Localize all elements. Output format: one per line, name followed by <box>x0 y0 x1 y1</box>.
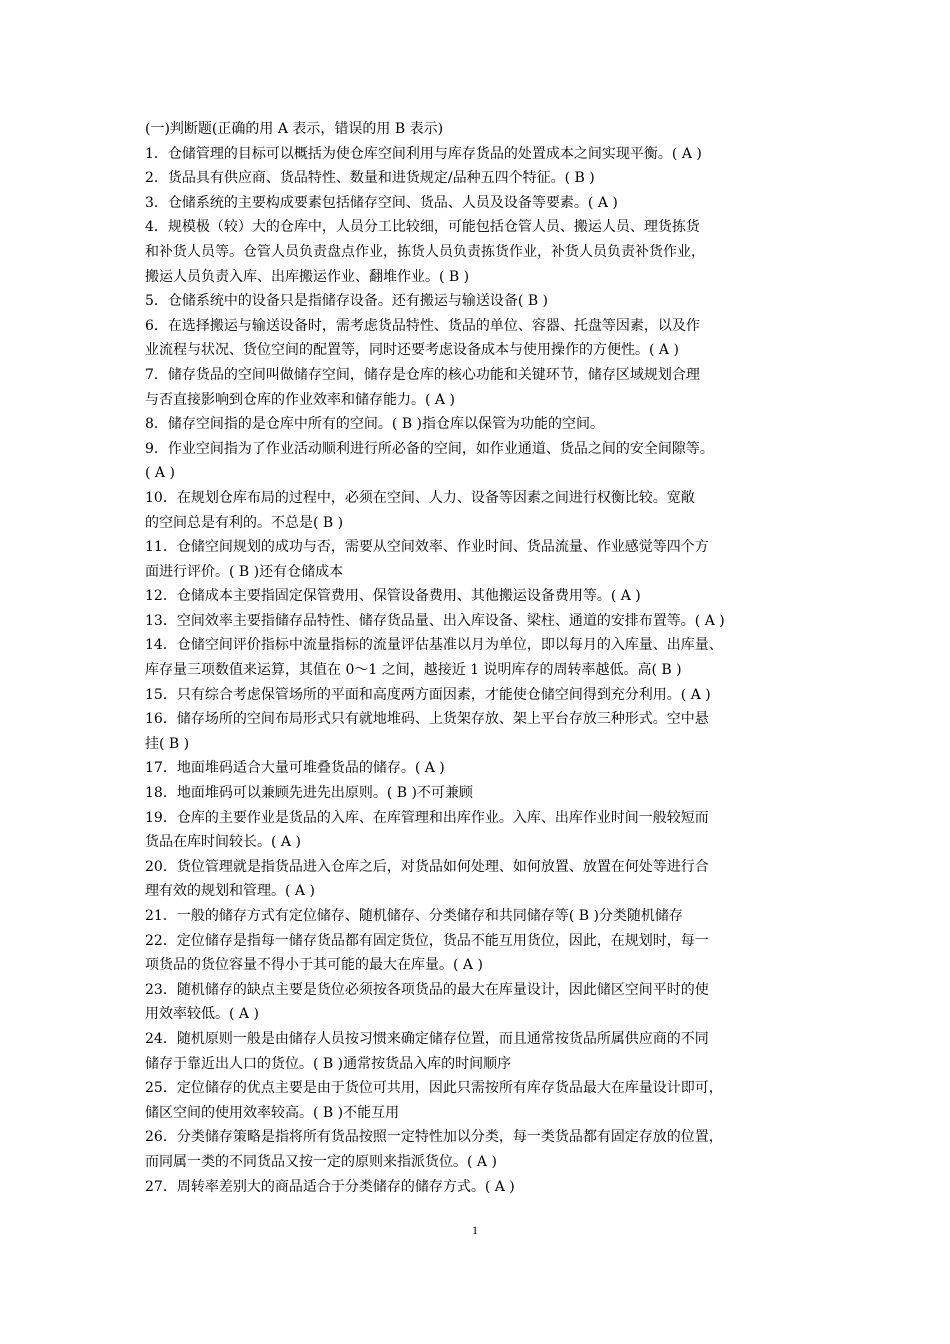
text-line: 20．货位管理就是指货品进入仓库之后，对货品如何处理、如何放置、放置在何处等进行合 <box>145 858 709 875</box>
text-line: 17．地面堆码适合大量可堆叠货品的储存。( A ) <box>145 760 445 777</box>
text-line: 9．作业空间指为了作业活动顺利进行所必备的空间，如作业通道、货品之间的安全间隙等。 <box>145 440 714 457</box>
text-line: 用效率较低。( A ) <box>145 1006 259 1023</box>
text-line: 6．在选择搬运与输送设备时，需考虑货品特性、货品的单位、容器、托盘等因素，以及作 <box>145 317 700 334</box>
text-line: 1．仓储管理的目标可以概括为使仓库空间利用与库存货品的处置成本之间实现平衡。( A ) <box>145 145 702 162</box>
text-line: 而同属一类的不同货品又按一定的原则来指派货位。( A ) <box>145 1153 497 1170</box>
text-line: 27．周转率差别大的商品适合于分类储存的储存方式。( A ) <box>145 1178 515 1195</box>
text-line: 11．仓储空间规划的成功与否，需要从空间效率、作业时间、货品流量、作业感觉等四个方 <box>145 539 709 556</box>
text-line: 储区空间的使用效率较高。( B )不能互用 <box>145 1104 400 1121</box>
text-line: 4．规模极（较）大的仓库中，人员分工比较细，可能包括仓管人员、搬运人员、理货拣货 <box>145 219 700 236</box>
text-line: 库存量三项数值来运算，其值在 0～1 之间，越接近 1 说明库存的周转率越低。高( B ) <box>145 662 682 679</box>
text-line: 12．仓储成本主要指固定保管费用、保管设备费用、其他搬运设备费用等。( A ) <box>145 588 641 605</box>
text-line: 19．仓库的主要作业是货品的入库、在库管理和出库作业。入库、出库作业时间一般较短而 <box>145 809 709 826</box>
question-list <box>145 142 810 1200</box>
text-line: 3．仓储系统的主要构成要素包括储存空间、货品、人员及设备等要素。( A ) <box>145 194 618 211</box>
text-line: 与否直接影响到仓库的作业效率和储存能力。( A ) <box>145 391 455 408</box>
text-line: 26．分类储存策略是指将所有货品按照一定特性加以分类，每一类货品都有固定存放的位置， <box>145 1129 723 1146</box>
text-line: 22．定位储存是指每一储存货品都有固定货位，货品不能互用货位，因此，在规划时，每一 <box>145 932 709 949</box>
text-line: 10．在规划仓库布局的过程中，必须在空间、人力、设备等因素之间进行权衡比较。宽敞 <box>145 489 695 506</box>
text-line: 25．定位储存的优点主要是由于货位可共用，因此只需按所有库存货品最大在库量设计即可， <box>145 1080 723 1097</box>
text-line: 15．只有综合考虑保管场所的平面和高度两方面因素，才能使仓储空间得到充分利用。( A ) <box>145 686 711 703</box>
text-line: ( A ) <box>145 465 175 482</box>
text-line: 挂( B ) <box>145 735 190 752</box>
text-line: 理有效的规划和管理。( A ) <box>145 883 315 900</box>
text-line: 13．空间效率主要指储存品特性、储存货品量、出入库设备、梁柱、通道的安排布置等。( A ) <box>145 612 725 629</box>
text-line: 5．仓储系统中的设备只是指储存设备。还有搬运与输送设备( B ) <box>145 293 549 310</box>
text-line: 2．货品具有供应商、货品特性、数量和进货规定/品种五四个特征。( B ) <box>145 170 595 187</box>
text-line: 面进行评价。( B )还有仓储成本 <box>145 563 344 580</box>
text-line: 项货品的货位容量不得小于其可能的最大在库量。( A ) <box>145 957 483 974</box>
text-line: 的空间总是有利的。不总是( B ) <box>145 514 344 531</box>
section-heading: (一)判断题(正确的用 A 表示，错误的用 B 表示) <box>145 121 444 137</box>
text-line: 储存于靠近出人口的货位。( B )通常按货品入库的时间顺序 <box>145 1055 512 1072</box>
text-line: 23．随机储存的缺点主要是货位必须按各项货品的最大在库量设计，因此储区空间平时的使 <box>145 981 709 998</box>
text-line: 业流程与状况、货位空间的配置等，同时还要考虑设备成本与使用操作的方便性。( A ) <box>145 342 679 359</box>
text-line: 8．储存空间指的是仓库中所有的空间。( B )指仓库以保管为功能的空间。 <box>145 416 605 433</box>
text-line: 14．仓储空间评价指标中流量指标的流量评估基准以月为单位，即以每月的入库量、出库量、 <box>145 637 723 654</box>
text-line: 21．一般的储存方式有定位储存、随机储存、分类储存和共同储存等( B )分类随机储存 <box>145 908 683 924</box>
text-line: 24．随机原则一般是由储存人员按习惯来确定储存位置，而且通常按货品所属供应商的不同 <box>145 1030 709 1047</box>
document-body <box>145 117 810 1199</box>
text-line: 搬运人员负责入库、出库搬运作业、翻堆作业。( B ) <box>145 268 470 285</box>
page-number: 1 <box>472 1223 478 1237</box>
text-line: 和补货人员等。仓管人员负责盘点作业，拣货人员负责拣货作业，补货人员负责补货作业， <box>145 243 705 260</box>
text-line: 7．储存货品的空间叫做储存空间，储存是仓库的核心功能和关键环节，储存区域规划合理 <box>145 366 700 383</box>
text-line: 16．储存场所的空间布局形式只有就地堆码、上货架存放、架上平台存放三种形式。空中悬 <box>145 711 709 728</box>
text-line: 18．地面堆码可以兼顾先进先出原则。( B )不可兼顾 <box>145 785 473 802</box>
text-line: 货品在库时间较长。( A ) <box>145 834 301 851</box>
